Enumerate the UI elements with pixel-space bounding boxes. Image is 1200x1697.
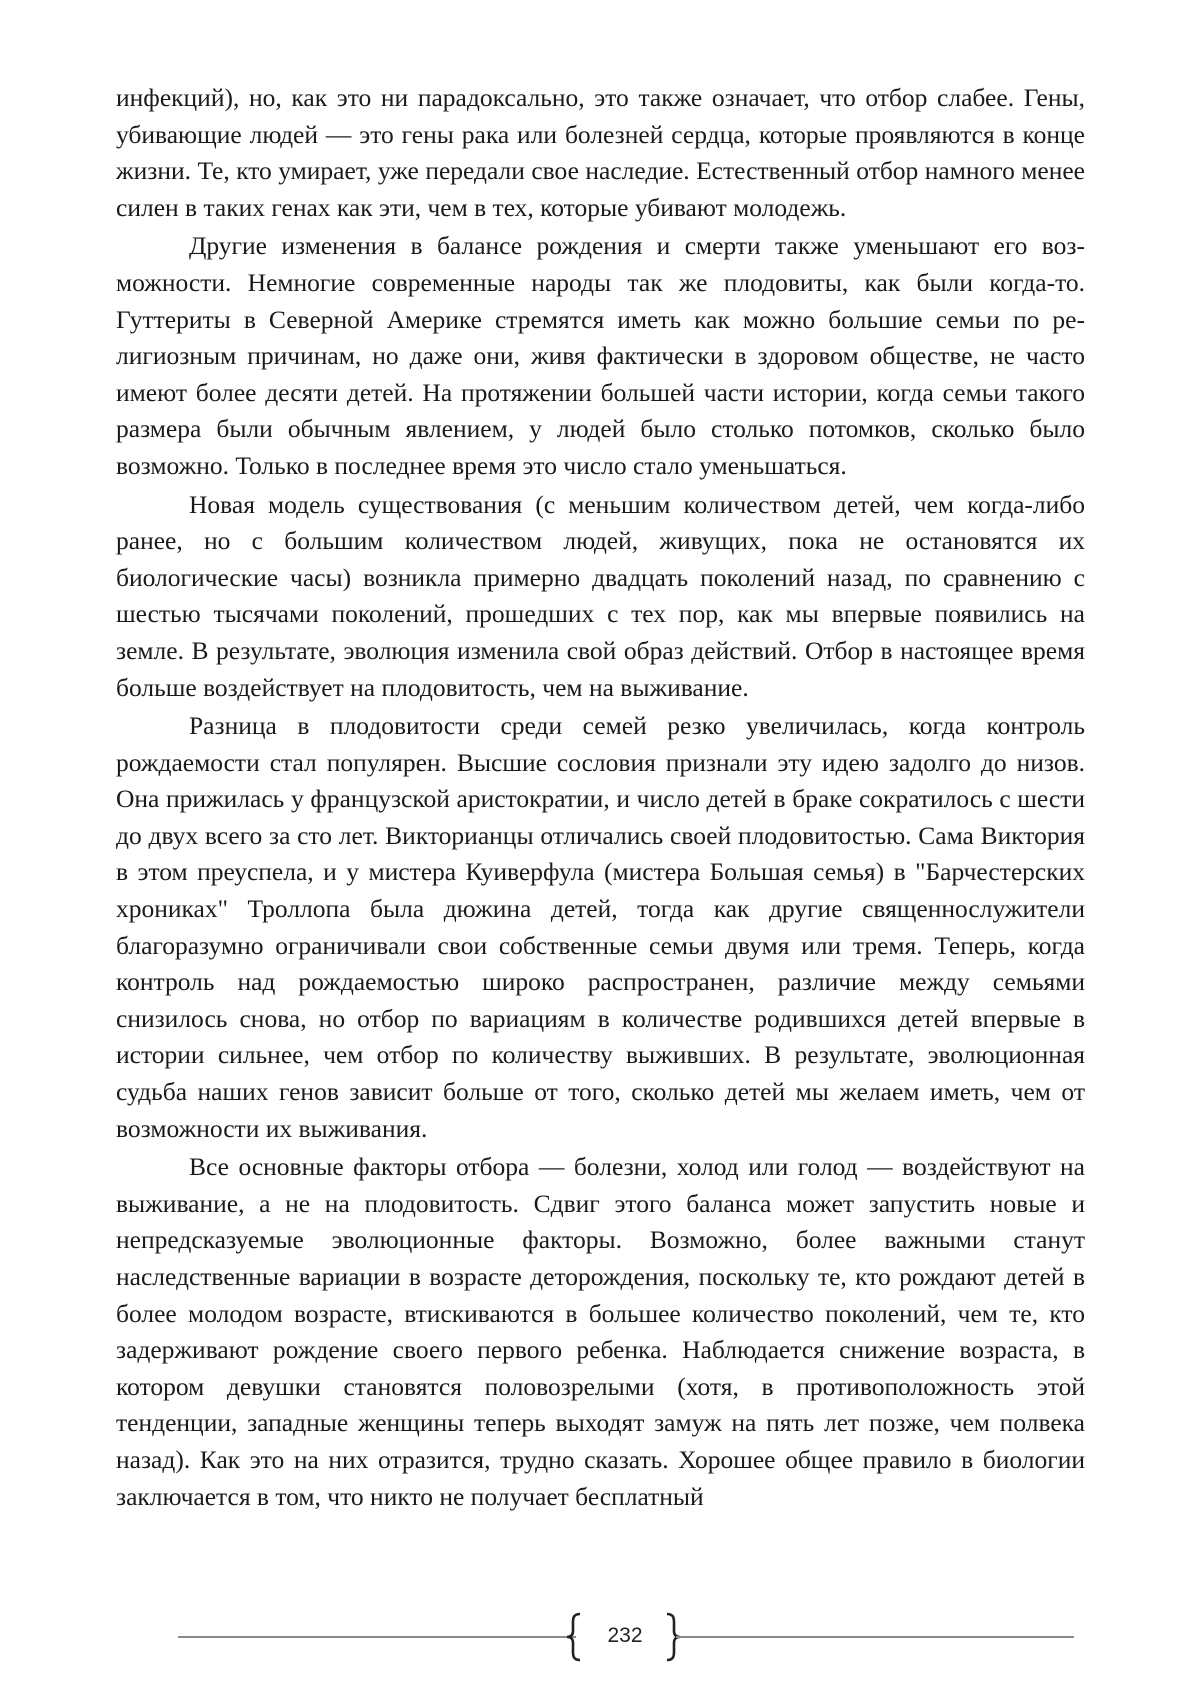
page-footer <box>0 1612 1200 1662</box>
paragraph-5: Все основные факторы отбора — болезни, холод или голод — воздействуют на выживание, а не на плодовитость. Сдвиг этого баланса может запустить новые и непредсказуемые эволюционные факторы. Возможно, более важными станут наследственные вариации в возрасте деторождения, поскольку те, кто рождают детей в более молодом возрасте, втискиваются в большее количество поколений, чем те, кто задерживают рождение своего первого ребенка. Наблюдается сниже­ние возраста, в котором девушки становятся половозрелыми (хотя, в противопо­ложность этой тенденции, западные женщины теперь выходят замуж на пять лет позже, чем полвека назад). Как это на них отразится, трудно сказать. Хорошее общее правило в биологии заключается в том, что никто не получает бесплатный <box>116 1149 1085 1515</box>
paragraph-3: Новая модель существования (с меньшим количеством детей, чем когда-либо ранее, но с большим количеством людей, живущих, пока не остановятся их биологические часы) возникла примерно двадцать поколений назад, по сравнению с шестью тысячами поколений, прошедших с тех пор, как мы впервые появились на земле. В результате, эволюция изменила свой образ действий. Отбор в настоя­щее время больше воздействует на плодовитость, чем на выживание. <box>116 487 1085 707</box>
paragraph-4: Разница в плодовитости среди семей резко увеличилась, когда контроль рождаемости стал популярен. Высшие сословия признали эту идею задолго до ни­зов. Она прижилась у французской аристократии, и число детей в браке сократи­лось с шести до двух всего за сто лет. Викторианцы отличались своей плодовито­стью. Сама Виктория в этом преуспела, и у мистера Куиверфула (мистера Боль­шая семья) в "Барчестерских хрониках" Троллопа была дюжина детей, тогда как другие священнослужители благоразумно ограничивали свои собственные семьи двумя или тремя. Теперь, когда контроль над рождаемостью широко распростра­нен, различие между семьями снизилось снова, но отбор по вариациям в количе­стве родившихся детей впервые в истории сильнее, чем отбор по количеству вы­живших. В результате, эволюционная судьба наших генов зависит больше от того, сколько детей мы желаем иметь, чем от возможности их выживания. <box>116 708 1085 1147</box>
footer-rule-left <box>178 1636 576 1638</box>
paragraph-1: инфекций), но, как это ни парадоксально, это также означает, что отбор слабее. Гены, убивающие людей — это гены рака или болезней сердца, которые прояв­ляются в конце жизни. Те, кто умирает, уже передали свое наследие. Естествен­ный отбор намного менее силен в таких генах как эти, чем в тех, которые убивают молодежь. <box>116 80 1085 226</box>
paragraph-2: Другие изменения в балансе рождения и смерти также уменьшают его воз­можности. Немногие современные народы так же плодовиты, как были когда-то. Гуттериты в Северной Америке стремятся иметь как можно большие семьи по ре­лигиозным причинам, но даже они, живя фактически в здоровом обществе, не ча­сто имеют более десяти детей. На протяжении большей части истории, когда се­мьи такого размера были обычным явлением, у людей было столько потомков, сколько было возможно. Только в последнее время это число стало уменьшаться. <box>116 228 1085 484</box>
left-brace-icon <box>566 1612 582 1662</box>
page-number: 232 <box>590 1621 660 1651</box>
page-body <box>116 80 1085 1515</box>
footer-rule-right <box>676 1636 1074 1638</box>
